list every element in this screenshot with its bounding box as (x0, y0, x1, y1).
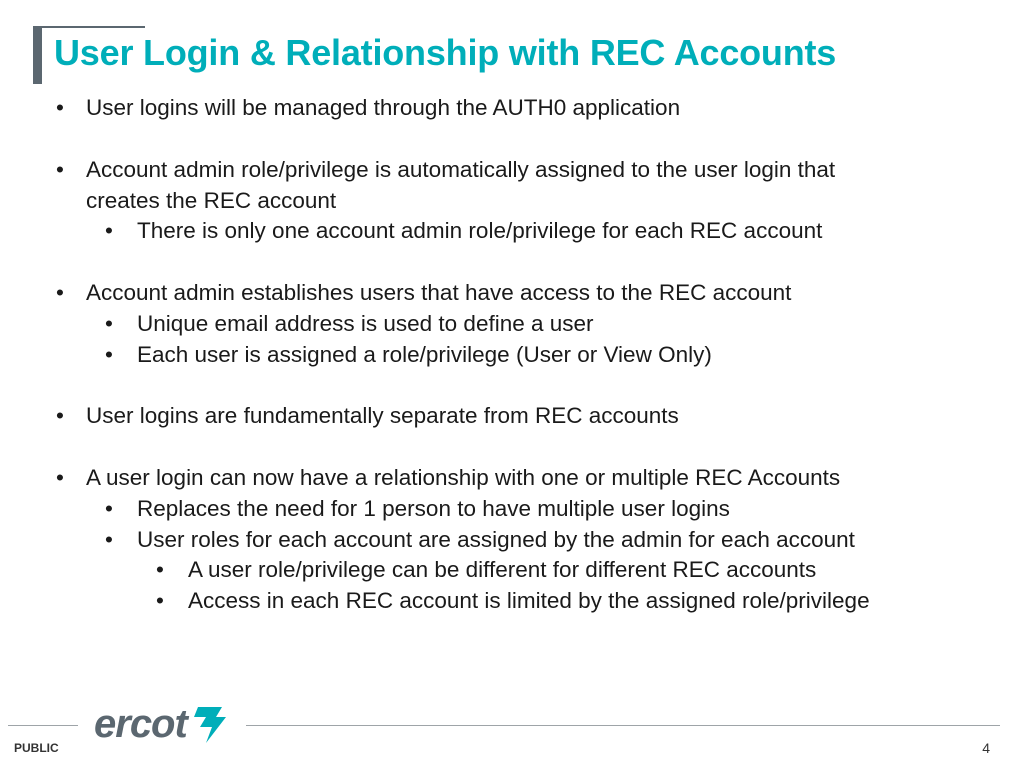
bullet-marker: • (105, 311, 113, 336)
footer-divider-left (8, 725, 78, 726)
bullet-text: Replaces the need for 1 person to have multiple user logins (137, 496, 730, 521)
bullet-text: Access in each REC account is limited by the assigned role/privilege (188, 588, 870, 613)
bullet-marker: • (56, 157, 64, 182)
bullet-text: User roles for each account are assigned by the admin for each account (137, 527, 855, 552)
bullet-marker: • (105, 496, 113, 521)
bullet-marker: • (156, 557, 164, 582)
classification-label: PUBLIC (14, 741, 59, 755)
bullet-text: Account admin role/privilege is automatically assigned to the user login that (86, 157, 836, 182)
sub-bullet-item (105, 493, 730, 524)
bullet-text: A user login can now have a relationship with one or multiple REC Accounts (86, 465, 841, 490)
bullet-item (56, 462, 841, 493)
bullet-item (56, 277, 792, 308)
page-number: 4 (982, 740, 990, 756)
bullet-marker: • (105, 527, 113, 552)
sub-bullet-item (105, 339, 712, 370)
bullet-marker: • (56, 95, 64, 120)
sub-bullet-item (105, 308, 594, 339)
bullet-item (56, 92, 681, 123)
bullet-text: Each user is assigned a role/privilege (User or View Only) (137, 342, 712, 367)
slide-title: User Login & Relationship with REC Accounts (54, 32, 837, 73)
sub-sub-bullet-item (156, 554, 817, 585)
bullet-text: There is only one account admin role/privilege for each REC account (137, 218, 823, 243)
ercot-logo (94, 703, 234, 747)
bullet-item (56, 154, 836, 185)
bullet-text: A user role/privilege can be different for different REC accounts (188, 557, 817, 582)
bullet-marker: • (105, 218, 113, 243)
bullet-marker: • (105, 342, 113, 367)
ercot-lightning-icon (194, 707, 226, 743)
sub-bullet-item (105, 215, 823, 246)
bullet-text: Unique email address is used to define a user (137, 311, 594, 336)
bullet-item (56, 400, 679, 431)
bullet-marker: • (56, 280, 64, 305)
title-accent-bar (33, 27, 42, 84)
bullet-marker: • (56, 465, 64, 490)
bullet-text: User logins are fundamentally separate from REC accounts (86, 403, 679, 428)
bullet-continuation (86, 185, 336, 216)
bullet-marker: • (56, 403, 64, 428)
bullet-text: Account admin establishes users that have access to the REC account (86, 280, 792, 305)
title-accent-topline (33, 26, 145, 28)
bullet-text: User logins will be managed through the AUTH0 application (86, 95, 681, 120)
footer-divider-right (246, 725, 1000, 726)
logo-wordmark: ercot (94, 703, 187, 746)
bullet-text: creates the REC account (86, 188, 337, 213)
sub-bullet-item (105, 524, 855, 555)
sub-sub-bullet-item (156, 585, 870, 616)
bullet-marker: • (156, 588, 164, 613)
